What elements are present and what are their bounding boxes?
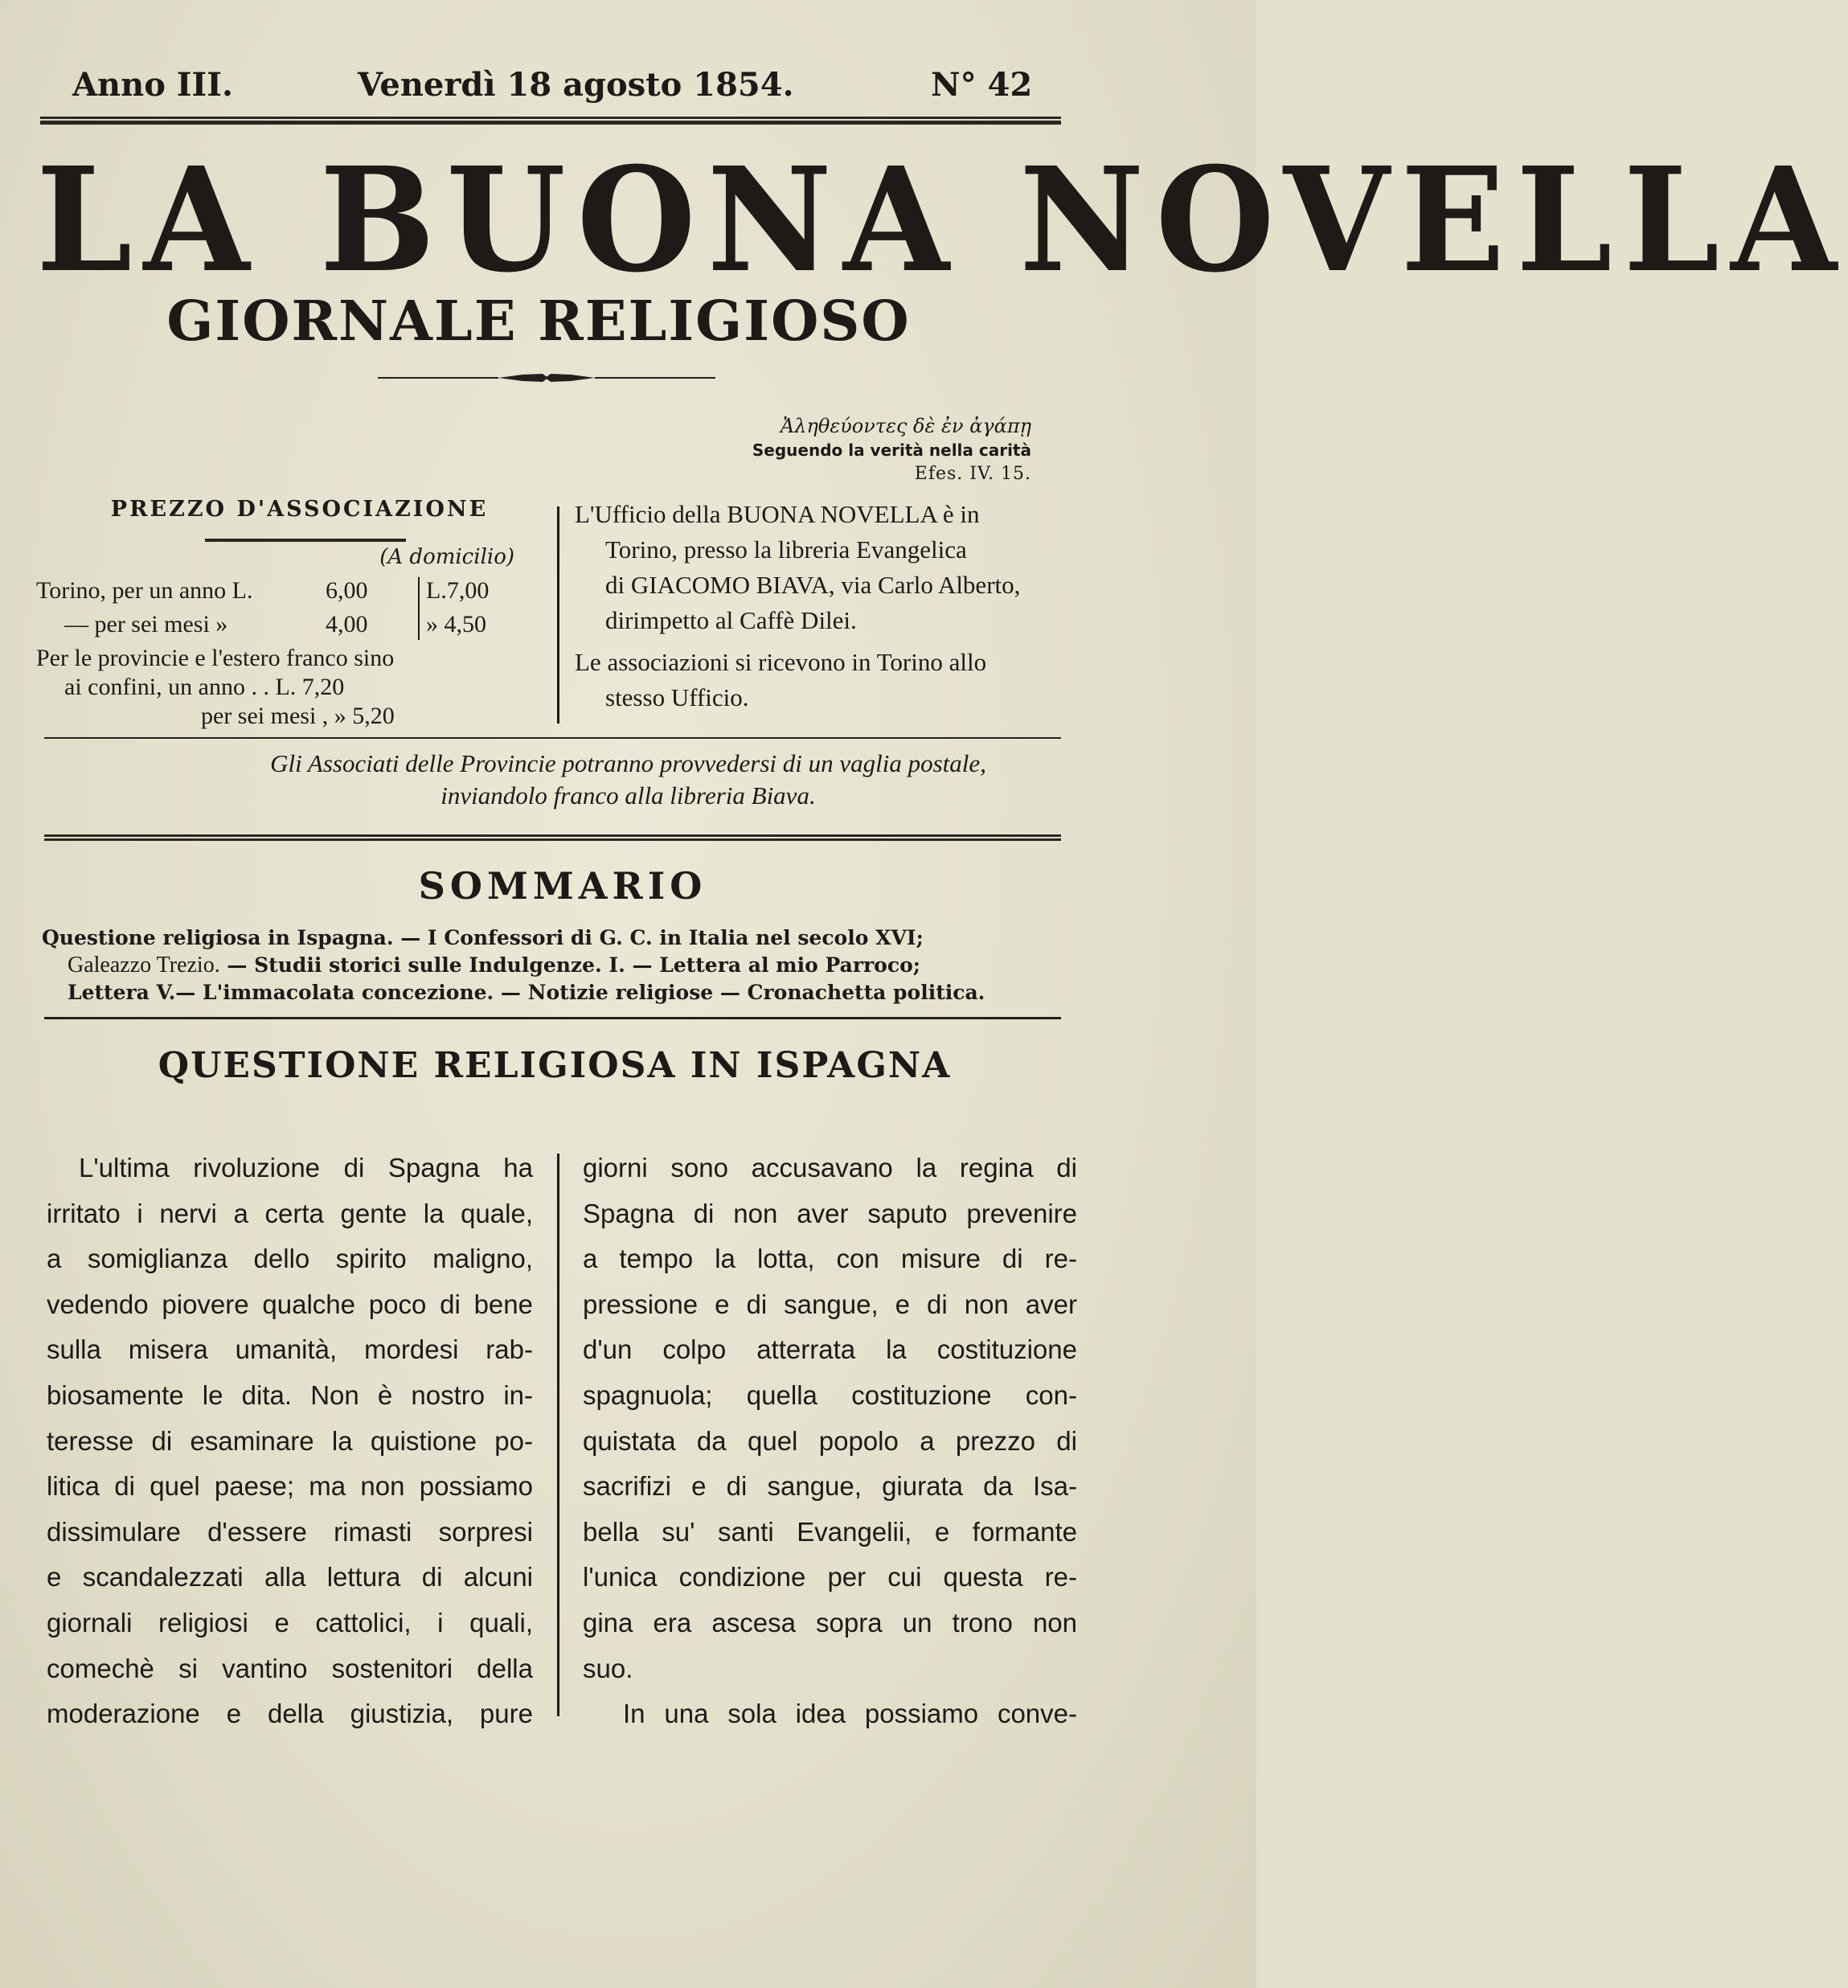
motto-italian: Seguendo la verità nella carità (752, 441, 1031, 460)
office-line: L'Ufficio della BUONA NOVELLA è in (575, 500, 980, 528)
article-line: quistata da quel popolo a prezzo di (583, 1425, 1077, 1456)
note-top-rule (44, 737, 1061, 739)
article-line: dissimulare d'essere rimasti sorpresi (47, 1516, 533, 1547)
price-heading-rule (205, 539, 406, 542)
sommario-top-rule (44, 834, 1061, 841)
issue-number: N° 42 (931, 66, 1033, 104)
article-line: Spagna di non aver saputo prevenire (583, 1198, 1077, 1228)
masthead-title: LA BUONA NOVELLA (36, 136, 1848, 305)
masthead-subtitle: GIORNALE RELIGIOSO (166, 289, 911, 354)
issue-year: Anno III. (72, 66, 233, 104)
article-line: comechè si vantino sostenitori della (47, 1653, 533, 1683)
article-line: a tempo la lotta, con misure di re- (583, 1244, 1077, 1274)
article-line: sulla misera umanità, mordesi rab- (47, 1334, 533, 1365)
office-line: di GIACOMO BIAVA, via Carlo Alberto, (605, 571, 1021, 599)
article-line: bella su' santi Evangelii, e formante (583, 1516, 1077, 1547)
price-row-base: 4,00 (326, 611, 368, 637)
office-line: dirimpetto al Caffè Dilei. (605, 606, 857, 634)
price-row-label: — per sei mesi » (64, 611, 228, 637)
article-title: QUESTIONE RELIGIOSA IN ISPAGNA (158, 1045, 952, 1086)
article-line: moderazione e della giustizia, pure (47, 1699, 533, 1729)
article-line: spagnuola; quella costituzione con- (583, 1379, 1077, 1410)
sommario-line: Galeazzo Trezio. (68, 953, 220, 978)
sommario-line: — Studii storici sulle Indulgenze. I. — Lettera al mio Parroco; (219, 953, 920, 977)
office-line: Torino, presso la libreria Evangelica (605, 535, 967, 564)
article-column-right (583, 1146, 1077, 1737)
note-line: inviandolo franco alla libreria Biava. (440, 781, 816, 810)
motto-greek: Ἀληθεύοντες δὲ ἐν ἀγάπῃ (780, 415, 1031, 437)
article-line: vedendo piovere qualche poco di bene (47, 1289, 533, 1319)
article-line: In una sola idea possiamo conve- (623, 1699, 1077, 1729)
price-row-home: L.7,00 (426, 577, 490, 604)
note-line: Gli Associati delle Provincie potranno provvedersi di un vaglia postale, (270, 749, 986, 777)
article-top-rule (44, 1017, 1061, 1019)
header-rule (40, 117, 1061, 125)
sommario-line: Lettera V.— L'immacolata concezione. — Notizie religiose — Cronachetta politica. (68, 981, 985, 1004)
issue-date: Venerdì 18 agosto 1854. (358, 66, 794, 104)
price-row-home: » 4,50 (426, 611, 486, 637)
article-line: l'unica condizione per cui questa re- (583, 1562, 1077, 1592)
price-row-base: 6,00 (326, 577, 368, 604)
article-column-divider (557, 1154, 559, 1716)
article-line: gina era ascesa sopra un trono non (583, 1607, 1077, 1638)
article-line: giorni sono accusavano la regina di (583, 1153, 1077, 1183)
motto-reference: Efes. IV. 15. (914, 464, 1031, 484)
motto (752, 414, 1031, 486)
price-home-label: (A domicilio) (379, 545, 514, 569)
article-line: irritato i nervi a certa gente la quale, (47, 1198, 533, 1228)
article-line: suo. (583, 1653, 633, 1683)
sommario-line-wrap (42, 952, 1071, 979)
subscribers-note (0, 748, 1256, 812)
article-line: pressione e di sangue, e di non aver (583, 1289, 1077, 1319)
sommario-contents (42, 924, 1071, 1006)
office-line: Le associazioni si ricevono in Torino allo (575, 648, 987, 676)
price-heading: PREZZO D'ASSOCIAZIONE (110, 497, 489, 522)
article-line: biosamente le dita. Non è nostro in- (47, 1379, 533, 1410)
article-line: a somiglianza dello spirito maligno, (47, 1244, 533, 1274)
article-column-left (47, 1146, 533, 1737)
price-column-divider (418, 577, 420, 640)
article-line: d'un colpo atterrata la costituzione (583, 1334, 1077, 1365)
article-line: L'ultima rivoluzione di Spagna ha (79, 1153, 533, 1183)
sommario-title: SOMMARIO (418, 864, 707, 908)
sommario-line: Questione religiosa in Ispagna. — I Confessori di G. C. in Italia nel secolo XVI; (42, 926, 924, 949)
article-line: giornali religiosi e cattolici, i quali, (47, 1607, 533, 1638)
price-provinces-line: ai confini, un anno . . L. 7,20 (64, 674, 345, 700)
office-info (575, 497, 1081, 715)
article-line: sacrifizi e di sangue, giurata da Isa- (583, 1471, 1077, 1502)
price-provinces-line: per sei mesi , » 5,20 (201, 703, 395, 729)
article-line: litica di quel paese; ma non possiamo (47, 1471, 533, 1502)
ornament-divider-icon (378, 366, 715, 390)
article-line: e scandalezzati alla lettura di alcuni (47, 1562, 533, 1592)
subscription-price (36, 497, 539, 729)
issue-header (40, 58, 1061, 106)
office-line: stesso Ufficio. (605, 683, 749, 711)
price-provinces-line: Per le provincie e l'estero franco sino (36, 645, 395, 671)
header-column-divider (557, 506, 559, 723)
article-line: teresse di esaminare la quistione po- (47, 1425, 533, 1456)
price-row-label: Torino, per un anno L. (36, 577, 253, 604)
